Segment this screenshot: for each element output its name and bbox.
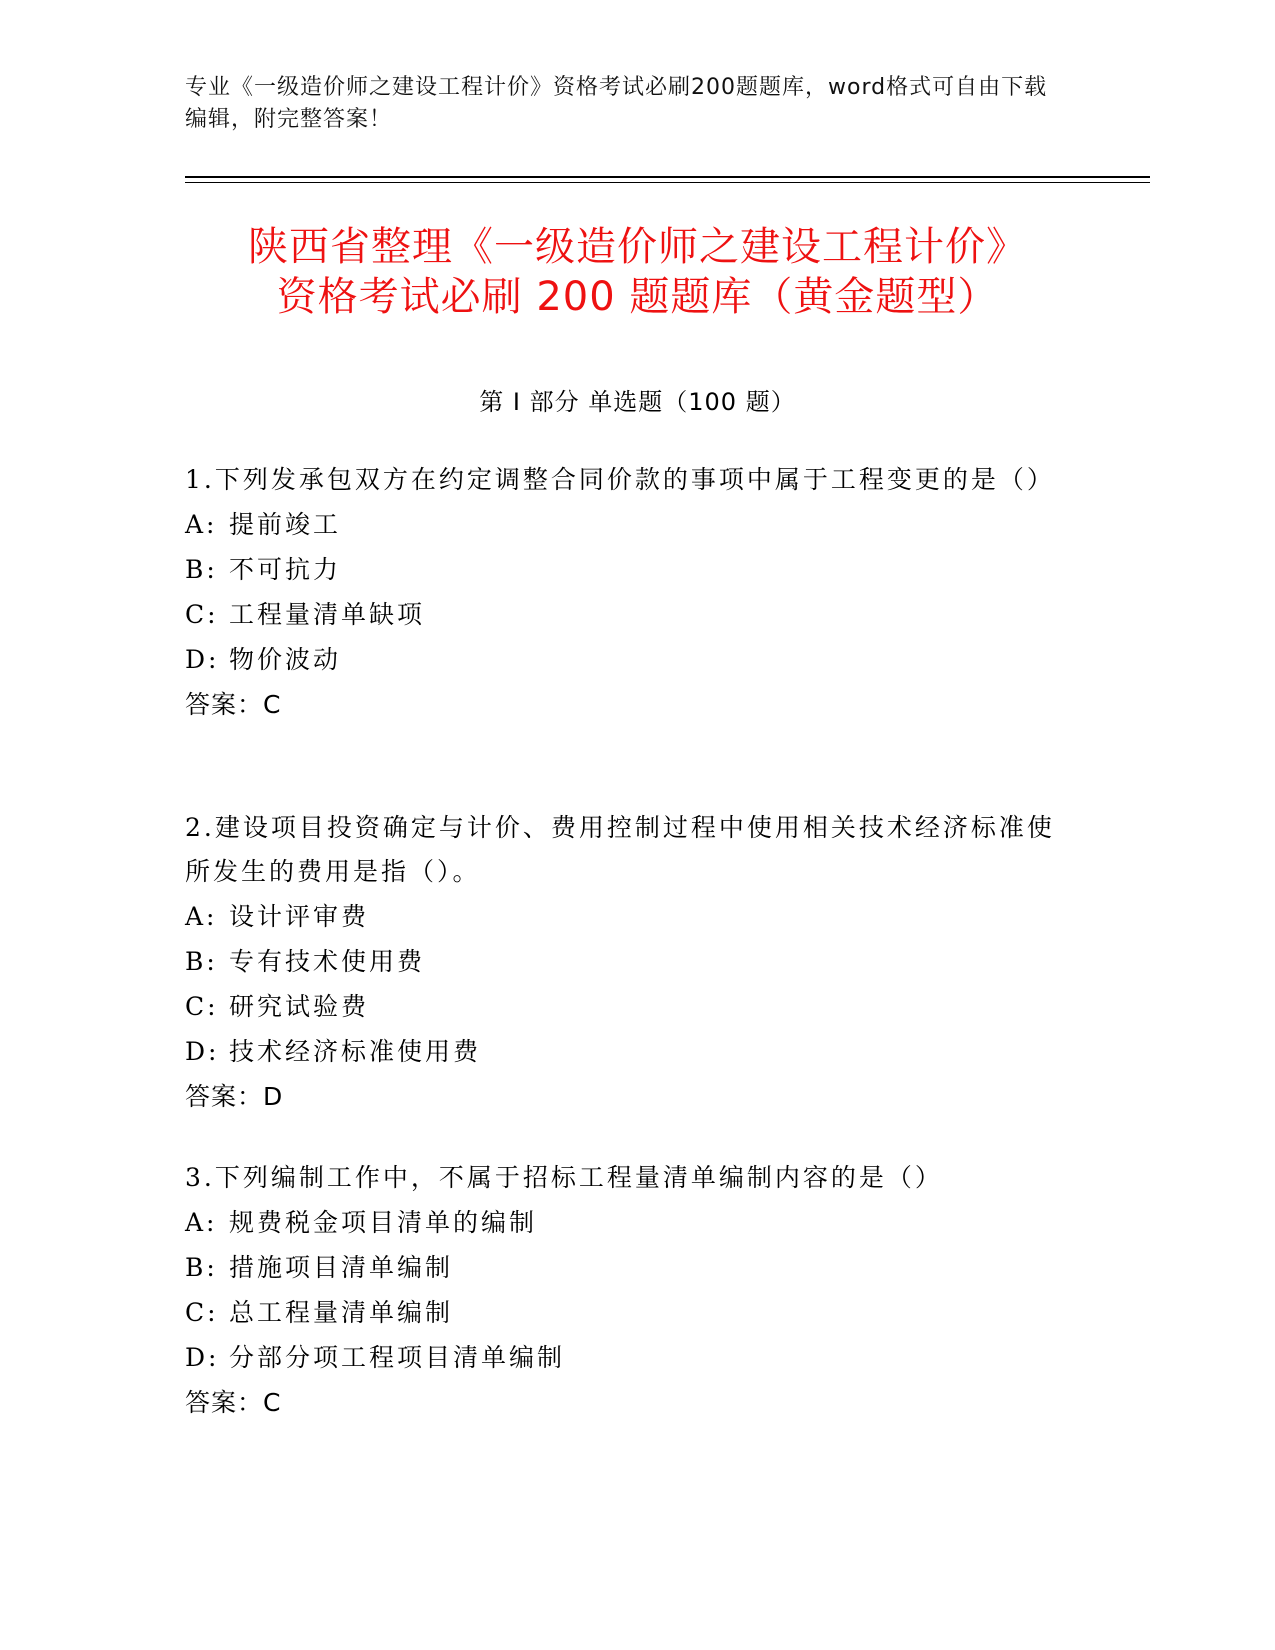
question-stem: 3.下列编制工作中，不属于招标工程量清单编制内容的是（） xyxy=(185,1163,943,1192)
option-text: 研究试验费 xyxy=(229,992,370,1021)
document-title-line-2: 资格考试必刷 200 题题库（黄金题型） xyxy=(276,274,999,320)
answer-line: 答案：D xyxy=(185,1082,284,1111)
option-d xyxy=(185,1335,1065,1380)
document-title xyxy=(150,222,1125,322)
option-text: 工程量清单缺项 xyxy=(229,600,426,629)
option-text: 提前竣工 xyxy=(229,510,342,539)
option-a xyxy=(185,502,1065,547)
option-a xyxy=(185,894,1065,939)
option-letter: B: xyxy=(185,947,218,976)
option-b xyxy=(185,1245,1065,1290)
option-letter: D: xyxy=(185,1343,220,1372)
option-a xyxy=(185,1200,1065,1245)
section-heading: 第 I 部分 单选题（100 题） xyxy=(479,388,796,416)
option-letter: D: xyxy=(185,1037,220,1066)
option-letter: D: xyxy=(185,645,220,674)
answer-line: 答案：C xyxy=(185,690,282,719)
option-text: 物价波动 xyxy=(229,645,342,674)
option-letter: C: xyxy=(185,992,219,1021)
question-stem: 1.下列发承包双方在约定调整合同价款的事项中属于工程变更的是（） xyxy=(185,465,1055,494)
header-note: 专业《一级造价师之建设工程计价》资格考试必刷200题题库，word格式可自由下载编辑，附完整答案！ xyxy=(185,75,1048,132)
option-c xyxy=(185,1290,1065,1335)
question-2 xyxy=(185,806,1065,1119)
option-letter: A: xyxy=(185,902,218,931)
option-letter: C: xyxy=(185,600,219,629)
option-text: 不可抗力 xyxy=(229,555,342,584)
option-text: 规费税金项目清单的编制 xyxy=(229,1208,538,1237)
header-divider-thin xyxy=(185,182,1150,183)
option-text: 总工程量清单编制 xyxy=(229,1298,454,1327)
option-c xyxy=(185,592,1065,637)
question-stem: 2.建设项目投资确定与计价、费用控制过程中使用相关技术经济标准使所发生的费用是指（）。 xyxy=(185,813,1055,886)
option-letter: C: xyxy=(185,1298,219,1327)
option-text: 技术经济标准使用费 xyxy=(229,1037,482,1066)
option-d xyxy=(185,1029,1065,1074)
option-text: 措施项目清单编制 xyxy=(229,1253,454,1282)
option-letter: A: xyxy=(185,1208,218,1237)
option-text: 专有技术使用费 xyxy=(229,947,426,976)
document-title-line-1: 陕西省整理《一级造价师之建设工程计价》 xyxy=(248,224,1027,270)
question-1 xyxy=(185,458,1065,727)
option-text: 分部分项工程项目清单编制 xyxy=(229,1343,566,1372)
question-3 xyxy=(185,1156,1065,1425)
header-divider-thick xyxy=(185,176,1150,178)
option-text: 设计评审费 xyxy=(229,902,370,931)
option-d xyxy=(185,637,1065,682)
option-letter: A: xyxy=(185,510,218,539)
option-letter: B: xyxy=(185,555,218,584)
option-b xyxy=(185,547,1065,592)
answer-line: 答案：C xyxy=(185,1388,282,1417)
option-letter: B: xyxy=(185,1253,218,1282)
option-b xyxy=(185,939,1065,984)
option-c xyxy=(185,984,1065,1029)
